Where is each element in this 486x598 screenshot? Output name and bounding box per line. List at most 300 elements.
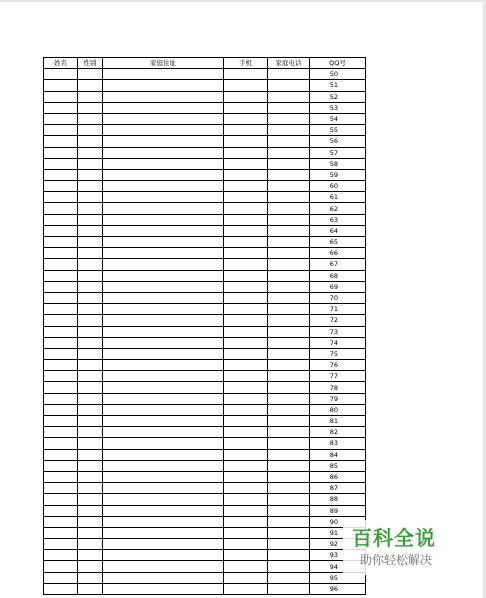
- empty-cell[interactable]: [224, 516, 268, 527]
- empty-cell[interactable]: [224, 416, 268, 427]
- empty-cell[interactable]: [268, 259, 310, 270]
- empty-cell[interactable]: [268, 572, 310, 583]
- qq-cell[interactable]: 70: [310, 292, 366, 303]
- qq-cell[interactable]: 95: [310, 572, 366, 583]
- empty-cell[interactable]: [224, 393, 268, 404]
- empty-cell[interactable]: [268, 550, 310, 561]
- empty-cell[interactable]: [103, 102, 224, 113]
- empty-cell[interactable]: [78, 270, 103, 281]
- empty-cell[interactable]: [78, 337, 103, 348]
- empty-cell[interactable]: [44, 315, 78, 326]
- qq-cell[interactable]: 68: [310, 270, 366, 281]
- spreadsheet: [43, 57, 366, 595]
- table-row: [44, 136, 366, 147]
- qq-cell[interactable]: 60: [310, 181, 366, 192]
- empty-cell[interactable]: [44, 539, 78, 550]
- empty-cell[interactable]: [103, 225, 224, 236]
- empty-cell[interactable]: [44, 382, 78, 393]
- qq-cell[interactable]: 62: [310, 203, 366, 214]
- empty-cell[interactable]: [78, 382, 103, 393]
- empty-cell[interactable]: [268, 270, 310, 281]
- qq-cell[interactable]: 89: [310, 505, 366, 516]
- empty-cell[interactable]: [268, 371, 310, 382]
- empty-cell[interactable]: [44, 527, 78, 538]
- qq-cell[interactable]: 69: [310, 281, 366, 292]
- empty-cell[interactable]: [268, 483, 310, 494]
- empty-cell[interactable]: [78, 527, 103, 538]
- qq-cell[interactable]: 91: [310, 527, 366, 538]
- empty-cell[interactable]: [268, 69, 310, 80]
- qq-cell[interactable]: 86: [310, 471, 366, 482]
- empty-cell[interactable]: [103, 270, 224, 281]
- empty-cell[interactable]: [44, 360, 78, 371]
- empty-cell[interactable]: [103, 494, 224, 505]
- qq-cell[interactable]: 85: [310, 460, 366, 471]
- empty-cell[interactable]: [103, 337, 224, 348]
- empty-cell[interactable]: [78, 113, 103, 124]
- qq-cell[interactable]: 72: [310, 315, 366, 326]
- empty-cell[interactable]: [103, 416, 224, 427]
- table-row: [44, 292, 366, 303]
- empty-cell[interactable]: [103, 80, 224, 91]
- empty-cell[interactable]: [268, 360, 310, 371]
- table-row: [44, 337, 366, 348]
- empty-cell[interactable]: [103, 292, 224, 303]
- empty-cell[interactable]: [103, 147, 224, 158]
- empty-cell[interactable]: [224, 125, 268, 136]
- qq-cell[interactable]: 94: [310, 561, 366, 572]
- empty-cell[interactable]: [44, 416, 78, 427]
- qq-cell[interactable]: 96: [310, 583, 366, 594]
- empty-cell[interactable]: [268, 494, 310, 505]
- empty-cell[interactable]: [224, 270, 268, 281]
- empty-cell[interactable]: [224, 69, 268, 80]
- empty-cell[interactable]: [78, 203, 103, 214]
- empty-cell[interactable]: [103, 169, 224, 180]
- empty-cell[interactable]: [224, 237, 268, 248]
- table-row: [44, 550, 366, 561]
- empty-cell[interactable]: [224, 192, 268, 203]
- empty-cell[interactable]: [103, 427, 224, 438]
- empty-cell[interactable]: [268, 539, 310, 550]
- empty-cell[interactable]: [78, 281, 103, 292]
- empty-cell[interactable]: [78, 404, 103, 415]
- empty-cell[interactable]: [78, 181, 103, 192]
- empty-cell[interactable]: [103, 214, 224, 225]
- empty-cell[interactable]: [224, 326, 268, 337]
- empty-cell[interactable]: [103, 304, 224, 315]
- empty-cell[interactable]: [103, 181, 224, 192]
- empty-cell[interactable]: [44, 337, 78, 348]
- empty-cell[interactable]: [268, 404, 310, 415]
- empty-cell[interactable]: [78, 214, 103, 225]
- qq-cell[interactable]: 67: [310, 259, 366, 270]
- qq-cell[interactable]: 51: [310, 80, 366, 91]
- empty-cell[interactable]: [103, 136, 224, 147]
- empty-cell[interactable]: [103, 550, 224, 561]
- qq-cell[interactable]: 83: [310, 438, 366, 449]
- empty-cell[interactable]: [78, 427, 103, 438]
- empty-cell[interactable]: [224, 113, 268, 124]
- empty-cell[interactable]: [44, 102, 78, 113]
- qq-cell[interactable]: 78: [310, 382, 366, 393]
- qq-cell[interactable]: 65: [310, 237, 366, 248]
- table-row: [44, 91, 366, 102]
- empty-cell[interactable]: [44, 505, 78, 516]
- empty-cell[interactable]: [78, 315, 103, 326]
- empty-cell[interactable]: [44, 393, 78, 404]
- qq-cell[interactable]: 64: [310, 225, 366, 236]
- qq-cell[interactable]: 57: [310, 147, 366, 158]
- empty-cell[interactable]: [78, 80, 103, 91]
- empty-cell[interactable]: [44, 80, 78, 91]
- empty-cell[interactable]: [44, 449, 78, 460]
- empty-cell[interactable]: [78, 237, 103, 248]
- empty-cell[interactable]: [44, 181, 78, 192]
- empty-cell[interactable]: [44, 483, 78, 494]
- empty-cell[interactable]: [44, 326, 78, 337]
- empty-cell[interactable]: [224, 360, 268, 371]
- empty-cell[interactable]: [103, 483, 224, 494]
- empty-cell[interactable]: [78, 125, 103, 136]
- empty-cell[interactable]: [268, 214, 310, 225]
- empty-cell[interactable]: [103, 438, 224, 449]
- empty-cell[interactable]: [224, 550, 268, 561]
- empty-cell[interactable]: [224, 438, 268, 449]
- table-row: [44, 80, 366, 91]
- empty-cell[interactable]: [103, 69, 224, 80]
- empty-cell[interactable]: [224, 136, 268, 147]
- empty-cell[interactable]: [44, 270, 78, 281]
- empty-cell[interactable]: [78, 572, 103, 583]
- empty-cell[interactable]: [44, 192, 78, 203]
- qq-cell[interactable]: 50: [310, 69, 366, 80]
- empty-cell[interactable]: [103, 91, 224, 102]
- empty-cell[interactable]: [103, 315, 224, 326]
- empty-cell[interactable]: [268, 281, 310, 292]
- empty-cell[interactable]: [78, 371, 103, 382]
- empty-cell[interactable]: [268, 427, 310, 438]
- empty-cell[interactable]: [78, 516, 103, 527]
- empty-cell[interactable]: [268, 125, 310, 136]
- empty-cell[interactable]: [268, 326, 310, 337]
- empty-cell[interactable]: [268, 393, 310, 404]
- empty-cell[interactable]: [268, 237, 310, 248]
- empty-cell[interactable]: [78, 192, 103, 203]
- empty-cell[interactable]: [44, 371, 78, 382]
- qq-cell[interactable]: 81: [310, 416, 366, 427]
- empty-cell[interactable]: [44, 214, 78, 225]
- empty-cell[interactable]: [103, 393, 224, 404]
- empty-cell[interactable]: [224, 315, 268, 326]
- empty-cell[interactable]: [44, 404, 78, 415]
- empty-cell[interactable]: [78, 102, 103, 113]
- empty-cell[interactable]: [44, 550, 78, 561]
- qq-cell[interactable]: 53: [310, 102, 366, 113]
- empty-cell[interactable]: [224, 527, 268, 538]
- empty-cell[interactable]: [224, 80, 268, 91]
- empty-cell[interactable]: [268, 147, 310, 158]
- empty-cell[interactable]: [268, 80, 310, 91]
- empty-cell[interactable]: [78, 259, 103, 270]
- empty-cell[interactable]: [78, 348, 103, 359]
- qq-cell[interactable]: 71: [310, 304, 366, 315]
- empty-cell[interactable]: [268, 315, 310, 326]
- empty-cell[interactable]: [224, 203, 268, 214]
- empty-cell[interactable]: [103, 113, 224, 124]
- qq-cell[interactable]: 75: [310, 348, 366, 359]
- empty-cell[interactable]: [78, 169, 103, 180]
- empty-cell[interactable]: [224, 102, 268, 113]
- empty-cell[interactable]: [268, 225, 310, 236]
- empty-cell[interactable]: [224, 494, 268, 505]
- empty-cell[interactable]: [78, 505, 103, 516]
- empty-cell[interactable]: [44, 438, 78, 449]
- qq-cell[interactable]: 73: [310, 326, 366, 337]
- empty-cell[interactable]: [78, 393, 103, 404]
- empty-cell[interactable]: [78, 483, 103, 494]
- empty-cell[interactable]: [268, 292, 310, 303]
- empty-cell[interactable]: [103, 348, 224, 359]
- empty-cell[interactable]: [103, 158, 224, 169]
- empty-cell[interactable]: [44, 248, 78, 259]
- empty-cell[interactable]: [103, 539, 224, 550]
- empty-cell[interactable]: [78, 539, 103, 550]
- contact-table: [43, 57, 366, 595]
- qq-cell[interactable]: 63: [310, 214, 366, 225]
- empty-cell[interactable]: [268, 527, 310, 538]
- empty-cell[interactable]: [44, 572, 78, 583]
- empty-cell[interactable]: [224, 225, 268, 236]
- qq-cell[interactable]: 61: [310, 192, 366, 203]
- header-name: 姓名: [44, 58, 78, 69]
- empty-cell[interactable]: [44, 91, 78, 102]
- empty-cell[interactable]: [224, 348, 268, 359]
- qq-cell[interactable]: 92: [310, 539, 366, 550]
- empty-cell[interactable]: [78, 147, 103, 158]
- empty-cell[interactable]: [78, 304, 103, 315]
- empty-cell[interactable]: [268, 91, 310, 102]
- empty-cell[interactable]: [224, 158, 268, 169]
- empty-cell[interactable]: [78, 91, 103, 102]
- empty-cell[interactable]: [224, 572, 268, 583]
- empty-cell[interactable]: [44, 125, 78, 136]
- empty-cell[interactable]: [103, 561, 224, 572]
- empty-cell[interactable]: [103, 371, 224, 382]
- empty-cell[interactable]: [78, 460, 103, 471]
- empty-cell[interactable]: [224, 281, 268, 292]
- empty-cell[interactable]: [78, 449, 103, 460]
- table-row: [44, 304, 366, 315]
- empty-cell[interactable]: [224, 337, 268, 348]
- empty-cell[interactable]: [224, 561, 268, 572]
- empty-cell[interactable]: [103, 382, 224, 393]
- empty-cell[interactable]: [78, 438, 103, 449]
- empty-cell[interactable]: [268, 471, 310, 482]
- qq-cell[interactable]: 87: [310, 483, 366, 494]
- empty-cell[interactable]: [44, 237, 78, 248]
- empty-cell[interactable]: [44, 281, 78, 292]
- empty-cell[interactable]: [224, 583, 268, 594]
- empty-cell[interactable]: [224, 539, 268, 550]
- qq-cell[interactable]: 77: [310, 371, 366, 382]
- empty-cell[interactable]: [44, 494, 78, 505]
- empty-cell[interactable]: [44, 460, 78, 471]
- empty-cell[interactable]: [103, 248, 224, 259]
- qq-cell[interactable]: 56: [310, 136, 366, 147]
- empty-cell[interactable]: [268, 248, 310, 259]
- qq-cell[interactable]: 74: [310, 337, 366, 348]
- empty-cell[interactable]: [103, 449, 224, 460]
- table-row: [44, 382, 366, 393]
- empty-cell[interactable]: [268, 169, 310, 180]
- qq-cell[interactable]: 90: [310, 516, 366, 527]
- empty-cell[interactable]: [78, 158, 103, 169]
- empty-cell[interactable]: [103, 203, 224, 214]
- table-row: [44, 214, 366, 225]
- empty-cell[interactable]: [44, 583, 78, 594]
- header-row: [44, 58, 366, 69]
- qq-cell[interactable]: 80: [310, 404, 366, 415]
- empty-cell[interactable]: [78, 136, 103, 147]
- empty-cell[interactable]: [44, 516, 78, 527]
- empty-cell[interactable]: [78, 550, 103, 561]
- empty-cell[interactable]: [224, 449, 268, 460]
- empty-cell[interactable]: [44, 225, 78, 236]
- empty-cell[interactable]: [44, 147, 78, 158]
- empty-cell[interactable]: [224, 214, 268, 225]
- empty-cell[interactable]: [224, 471, 268, 482]
- empty-cell[interactable]: [268, 203, 310, 214]
- empty-cell[interactable]: [268, 192, 310, 203]
- empty-cell[interactable]: [44, 158, 78, 169]
- empty-cell[interactable]: [103, 326, 224, 337]
- empty-cell[interactable]: [224, 292, 268, 303]
- empty-cell[interactable]: [103, 572, 224, 583]
- empty-cell[interactable]: [78, 248, 103, 259]
- empty-cell[interactable]: [103, 505, 224, 516]
- empty-cell[interactable]: [268, 460, 310, 471]
- empty-cell[interactable]: [224, 371, 268, 382]
- empty-cell[interactable]: [224, 181, 268, 192]
- empty-cell[interactable]: [224, 304, 268, 315]
- empty-cell[interactable]: [78, 326, 103, 337]
- empty-cell[interactable]: [44, 136, 78, 147]
- empty-cell[interactable]: [78, 561, 103, 572]
- table-row: [44, 438, 366, 449]
- empty-cell[interactable]: [224, 483, 268, 494]
- empty-cell[interactable]: [224, 248, 268, 259]
- empty-cell[interactable]: [44, 259, 78, 270]
- empty-cell[interactable]: [268, 304, 310, 315]
- empty-cell[interactable]: [224, 404, 268, 415]
- empty-cell[interactable]: [78, 360, 103, 371]
- empty-cell[interactable]: [268, 382, 310, 393]
- empty-cell[interactable]: [103, 516, 224, 527]
- table-row: [44, 181, 366, 192]
- empty-cell[interactable]: [103, 360, 224, 371]
- table-row: [44, 326, 366, 337]
- empty-cell[interactable]: [224, 147, 268, 158]
- empty-cell[interactable]: [103, 125, 224, 136]
- empty-cell[interactable]: [268, 181, 310, 192]
- empty-cell[interactable]: [224, 427, 268, 438]
- empty-cell[interactable]: [103, 281, 224, 292]
- empty-cell[interactable]: [224, 91, 268, 102]
- qq-cell[interactable]: 55: [310, 125, 366, 136]
- empty-cell[interactable]: [103, 527, 224, 538]
- qq-cell[interactable]: 93: [310, 550, 366, 561]
- qq-cell[interactable]: 82: [310, 427, 366, 438]
- empty-cell[interactable]: [44, 203, 78, 214]
- qq-cell[interactable]: 59: [310, 169, 366, 180]
- qq-cell[interactable]: 52: [310, 91, 366, 102]
- empty-cell[interactable]: [268, 337, 310, 348]
- empty-cell[interactable]: [44, 292, 78, 303]
- empty-cell[interactable]: [44, 69, 78, 80]
- qq-cell[interactable]: 88: [310, 494, 366, 505]
- empty-cell[interactable]: [44, 113, 78, 124]
- empty-cell[interactable]: [78, 471, 103, 482]
- qq-cell[interactable]: 54: [310, 113, 366, 124]
- empty-cell[interactable]: [78, 583, 103, 594]
- empty-cell[interactable]: [268, 516, 310, 527]
- empty-cell[interactable]: [103, 583, 224, 594]
- qq-cell[interactable]: 84: [310, 449, 366, 460]
- empty-cell[interactable]: [268, 102, 310, 113]
- empty-cell[interactable]: [103, 192, 224, 203]
- qq-cell[interactable]: 79: [310, 393, 366, 404]
- empty-cell[interactable]: [268, 561, 310, 572]
- empty-cell[interactable]: [44, 348, 78, 359]
- empty-cell[interactable]: [268, 158, 310, 169]
- empty-cell[interactable]: [224, 505, 268, 516]
- empty-cell[interactable]: [103, 404, 224, 415]
- qq-cell[interactable]: 58: [310, 158, 366, 169]
- qq-cell[interactable]: 66: [310, 248, 366, 259]
- empty-cell[interactable]: [78, 69, 103, 80]
- empty-cell[interactable]: [78, 494, 103, 505]
- empty-cell[interactable]: [103, 259, 224, 270]
- empty-cell[interactable]: [78, 225, 103, 236]
- empty-cell[interactable]: [78, 292, 103, 303]
- empty-cell[interactable]: [44, 471, 78, 482]
- empty-cell[interactable]: [103, 237, 224, 248]
- empty-cell[interactable]: [268, 438, 310, 449]
- empty-cell[interactable]: [224, 169, 268, 180]
- empty-cell[interactable]: [268, 505, 310, 516]
- empty-cell[interactable]: [78, 416, 103, 427]
- empty-cell[interactable]: [224, 259, 268, 270]
- empty-cell[interactable]: [268, 113, 310, 124]
- empty-cell[interactable]: [224, 382, 268, 393]
- empty-cell[interactable]: [268, 583, 310, 594]
- empty-cell[interactable]: [44, 169, 78, 180]
- empty-cell[interactable]: [268, 449, 310, 460]
- empty-cell[interactable]: [44, 304, 78, 315]
- empty-cell[interactable]: [268, 136, 310, 147]
- empty-cell[interactable]: [44, 427, 78, 438]
- empty-cell[interactable]: [268, 416, 310, 427]
- header-qq: QQ号: [310, 58, 366, 69]
- empty-cell[interactable]: [103, 471, 224, 482]
- empty-cell[interactable]: [44, 561, 78, 572]
- table-body: [44, 69, 366, 595]
- empty-cell[interactable]: [268, 348, 310, 359]
- empty-cell[interactable]: [103, 460, 224, 471]
- qq-cell[interactable]: 76: [310, 360, 366, 371]
- empty-cell[interactable]: [224, 460, 268, 471]
